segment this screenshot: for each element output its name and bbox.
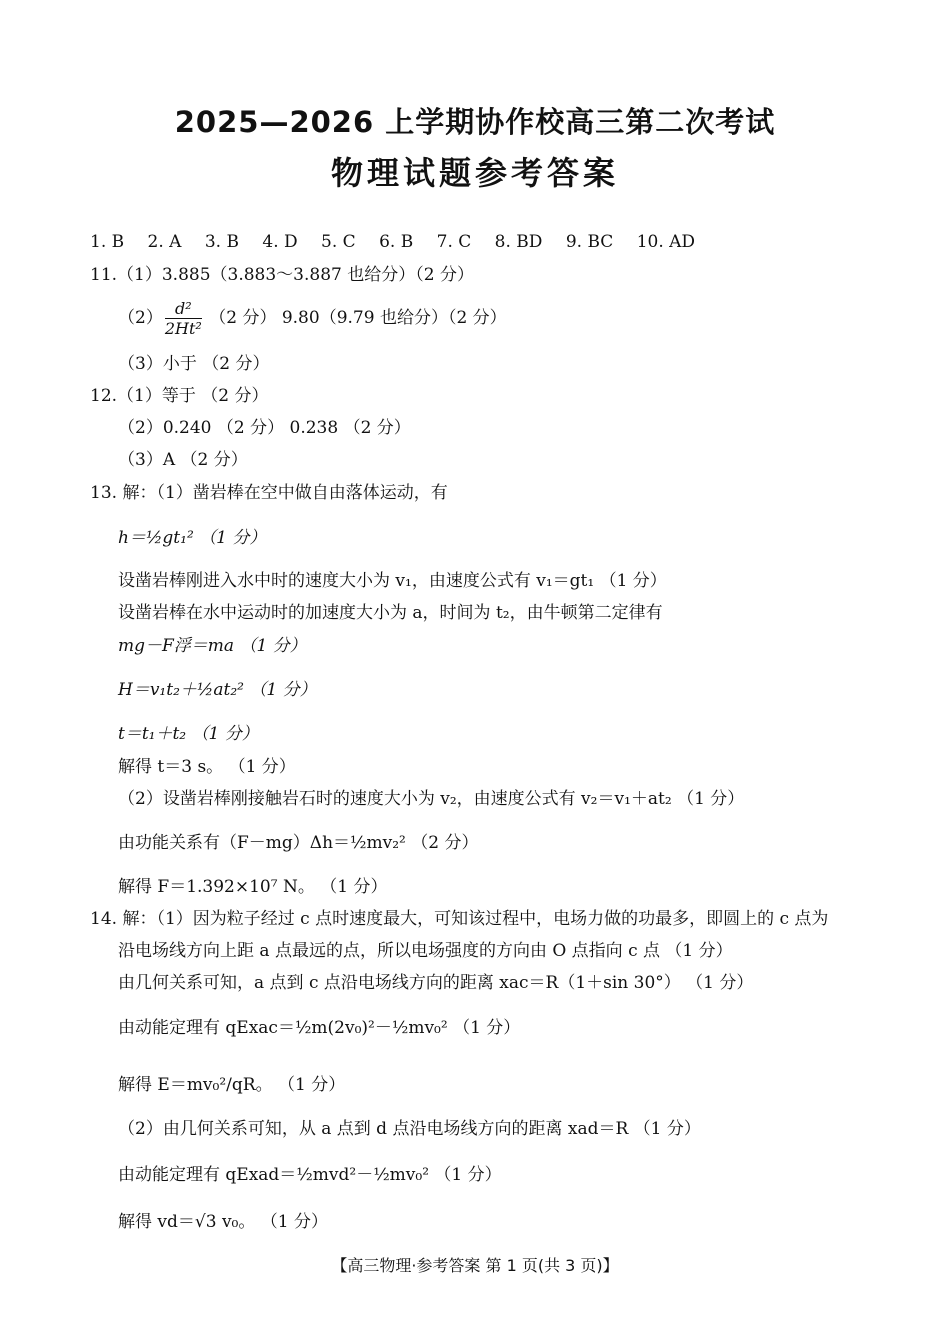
q11-part2-prefix: （2） (118, 308, 163, 328)
q13-line2: 设凿岩棒刚进入水中时的速度大小为 v₁，由速度公式有 v₁＝gt₁ （1 分） (118, 571, 667, 591)
mc-answer: 5. C (321, 232, 356, 252)
mc-answers-row (90, 231, 695, 253)
mc-answer: 4. D (262, 232, 298, 252)
q14-result2: 解得 vd＝√3 v₀。 （1 分） (118, 1212, 328, 1232)
exam-subtitle: 物理试题参考答案 (330, 154, 619, 192)
q13-intro: 13. 解：（1）凿岩棒在空中做自由落体运动，有 (90, 483, 448, 503)
q14-eq2: 由动能定理有 qExad＝½mvd²－½mv₀² （1 分） (118, 1165, 502, 1185)
fraction-numerator: d² (165, 299, 202, 319)
q14-part2: （2）由几何关系可知，从 a 点到 d 点沿电场线方向的距离 xad＝R （1 分） (118, 1119, 701, 1139)
q13-line3: 设凿岩棒在水中运动时的加速度大小为 a，时间为 t₂，由牛顿第二定律有 (118, 603, 663, 623)
mc-answer: 8. BD (494, 232, 543, 252)
mc-answer: 10. AD (636, 232, 696, 252)
q13-eq1: h＝½gt₁² （1 分） (118, 528, 267, 548)
q14-line1: 14. 解：（1）因为粒子经过 c 点时速度最大，可知该过程中，电场力做的功最多，即圆上的 c 点为 (90, 909, 829, 929)
fraction-denominator: 2Ht² (164, 319, 202, 338)
q13-eq4: t＝t₁＋t₂ （1 分） (118, 724, 259, 744)
page-footer: 【高三物理·参考答案 第 1 页(共 3 页)】 (331, 1256, 619, 1275)
q13-eq2: mg－F浮＝ma （1 分） (118, 636, 307, 656)
q11-part2 (118, 298, 507, 338)
q12-part3: （3）A （2 分） (118, 450, 248, 470)
q14-eq1: 由动能定理有 qExac＝½m(2v₀)²－½mv₀² （1 分） (118, 1018, 521, 1038)
q14-line3: 由几何关系可知，a 点到 c 点沿电场线方向的距离 xac＝R（1＋sin 30°） （1 分） (118, 973, 754, 993)
q11-part1: 11.（1）3.885（3.883～3.887 也给分）（2 分） (90, 265, 474, 285)
q11-part2-suffix: （2 分） 9.80（9.79 也给分）（2 分） (209, 308, 507, 328)
mc-answer: 3. B (204, 232, 239, 252)
q11-part3: （3）小于 （2 分） (118, 354, 270, 374)
q13-result1: 解得 t＝3 s。 （1 分） (118, 757, 296, 777)
exam-title: 2025—2026 上学期协作校高三第二次考试 (174, 105, 776, 139)
q11-fraction (165, 299, 202, 338)
q13-result2: 解得 F＝1.392×10⁷ N。 （1 分） (118, 877, 388, 897)
mc-answer: 2. A (147, 232, 182, 252)
mc-answer: 1. B (90, 232, 125, 252)
mc-answer: 6. B (379, 232, 414, 252)
mc-answer: 9. BC (565, 232, 614, 252)
q12-part2: （2）0.240 （2 分） 0.238 （2 分） (118, 418, 411, 438)
q14-result1: 解得 E＝mv₀²/qR。 （1 分） (118, 1075, 346, 1095)
q13-part2: （2）设凿岩棒刚接触岩石时的速度大小为 v₂，由速度公式有 v₂＝v₁＋at₂ （1 分） (118, 789, 745, 809)
mc-answer: 7. C (436, 232, 472, 252)
q13-eq3: H＝v₁t₂＋½at₂² （1 分） (118, 680, 317, 700)
q12-part1: 12.（1）等于 （2 分） (90, 386, 269, 406)
q13-eq5: 由功能关系有（F－mg）Δh＝½mv₂² （2 分） (118, 833, 479, 853)
q14-line2: 沿电场线方向上距 a 点最远的点，所以电场强度的方向由 O 点指向 c 点 （1 分） (118, 941, 733, 961)
